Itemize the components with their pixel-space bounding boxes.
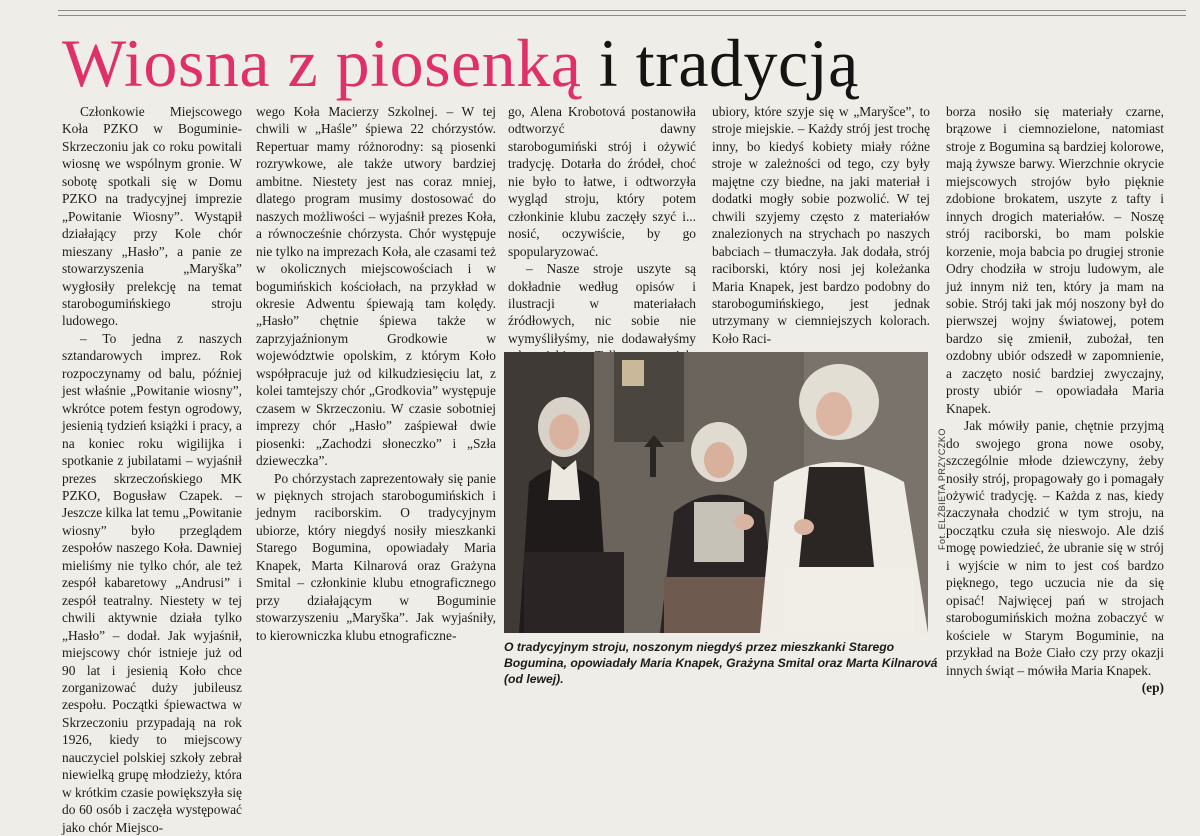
photo-illustration <box>504 352 928 633</box>
article-column-5 <box>946 103 1164 695</box>
paragraph: Po chórzystach zaprezentowały się panie w pięknych strojach starobogumińskich i jednym raciborskim. O tradycyjnym ubiorze, który niegdyś nosiły mieszkanki Starego Bogumina, opowiadały Maria Knapek, Marta Kilnarová oraz Grażyna Smital – członkinie klubu etnograficznego przy działającym w Boguminie stowarzyszeniu „Maryška”. Jak wyjaśniły, to kierowniczka klubu etnograficzne- <box>256 470 496 643</box>
photo-credit <box>930 352 947 633</box>
top-rule-2 <box>58 15 1186 16</box>
article-photo <box>504 352 928 633</box>
headline <box>62 24 1187 102</box>
paragraph-text: Jak mówiły panie, chętnie przyjmą do swojego grona nowe osoby, szczególnie młode dziewczyny, żeby nosiły strój, propagowały go i pomagały ożywić tradycję. – Każda z nas, kiedy zaczynała chodzić w tym stroju, na początku czuła się nieswojo. Ale dziś mogę powiedzieć, że ubranie się w strój i wyjście w nim to jest coś bardzo pięknego, tego uczucia nie da się opisać! Najwięcej pań w strojach starobogumińskich można zobaczyć w kościele w Starym Boguminie, na przykład na Boże Ciało czy przy okazji innych świąt – mówiła Maria Knapek. <box>946 418 1164 678</box>
article-column-4 <box>712 103 930 346</box>
photo-credit-text: Fot. ELŻBIETA PRZYCZKO <box>937 428 947 550</box>
paragraph: – Nasze stroje uszyte są dokładnie według opisów i ilustracji w materiałach źródłowych, nic sobie nie wymyśliłyśmy, nie dodawałyśmy <box>508 261 696 346</box>
author-signature: (ep) <box>1141 679 1164 695</box>
paragraph: – To jedna z naszych sztandarowych imprez. Rok rozpoczynamy od balu, później jest właśnie „Powitanie wiosny”, wkrótce potem festyn ogrodowy, jesienią tydzień książki i pracy, a na koniec roku wigilijka i spotkanie z jubilatami – wyjaśnił prezes skrzeczońskiego MK PZKO, Bogusław Czapek. – Jeszcze kilka lat temu „Powitanie wiosny” było przeglądem zespołów naszego Koła. Dawniej mieliśmy nie tylko chór, ale też zespół kabaretowy „Andrusi” i zespół teatralny. Niestety w tej chwili aktywnie działa tylko „Hasło” – dodał. Jak wyjaśnił, miejscowy chór istnieje już od 90 lat i jesienią Koło chce zorganizować duży jubileusz zespołu. Początki śpiewactwa w Skrzeczoniu przypadają na rok 1926, kiedy to miejscowy nauczyciel polskiej szkoły zebrał niewielką grupę młodzieży, która w krótkim czasie powiększyła się do 60 osób i zaczęła występować jako chór Miejsco- <box>62 330 242 835</box>
paragraph: borza nosiło się materiały czarne, brązowe i ciemnozielone, natomiast stroje z Bogumina są bardziej kolorowe, mają żywsze barwy. Wierzchnie okrycie miejscowych strojów było pięknie zdobione brokatem, uszyte z tafty i innych drogich materiałów. – Noszę strój raciborski, bo mam polskie korzenie, moja babcia po drugiej stronie Odry chodziła w stroju ludowym, ale już innym niż ten, który ja mam na sobie. Strój taki jak mój noszony był do pierwszej wojny światowej, potem bardzo się zmienił, zubożał, ten ozdobny ubiór odszedł w zapomnienie, a zaczęto nosić bardziej zwyczajny, prosty ubiór – opowiadała Maria Knapek. <box>946 104 1164 416</box>
photo-caption: O tradycyjnym stroju, noszonym niegdyś przez mieszkanki Starego Bogumina, opowiadały Maria Knapek, Grażyna Smital oraz Marta Kilnarová (od lewej). <box>504 640 938 686</box>
headline-black: i tradycją <box>598 25 859 101</box>
article-column-2 <box>256 103 496 678</box>
article-column-1 <box>62 103 242 835</box>
paragraph: Członkowie Miejscowego Koła PZKO w Boguminie-Skrzeczoniu jak co roku powitali wiosnę we wspólnym gronie. W sobotę spotkali się w Domu PZKO na tradycyjnej imprezie „Powitanie Wiosny”. Wystąpił działający przy Kole chór mieszany „Hasło”, a panie ze stowarzyszenia „Maryška” wygłosiły prelekcję na temat starobogumińskiego stroju ludowego. <box>62 104 242 329</box>
paragraph: go, Alena Krobotová postanowiła odtworzyć dawny starobogumiński strój i ożywić tradycję. Dotarła do źródeł, choć nie było to łatwe, i odtworzyła wygląd stroju, który potem członkinie klubu zaczęły szyć i... nosić, oczywiście, by go spopularyzować. <box>508 104 696 259</box>
headline-pink: Wiosna z piosenką <box>62 25 582 101</box>
paragraph <box>946 417 1164 695</box>
paragraph: ubiory, które szyje się w „Maryšce”, to stroje miejskie. – Każdy strój jest trochę inny, bo kiedyś kobiety miały różne stroje w zależności od tego, czy były majętne czy biedne, na jaki materiał i dodatki mogły sobie pozwolić. W tej chwili szyjemy często z materiałów znalezionych na strychach po naszych babciach – tłumaczyła. Jak dodała, strój raciborski, który nosi jej koleżanka Maria Knapek, jest bardzo podobny do starobogumińskiego, jest jednak utrzymany w ciemniejszych kolorach. Koło Raci- <box>712 104 930 346</box>
paragraph: wego Koła Macierzy Szkolnej. – W tej chwili w „Haśle” śpiewa 22 chórzystów. Repertuar mamy różnorodny: są piosenki rozrywkowe, ale także utwory bardziej ambitne. Niestety jest nas coraz mniej, dlatego program musimy dostosować do naszych możliwości – wyjaśnił prezes Koła, a równocześnie chórzysta. Chór występuje nie tylko na imprezach Koła, ale czasami też w okolicznych miejscowościach i w bogumińskich kościołach, na przykład w okresie Adwentu śpiewają tam kolędy. „Hasło” chętnie śpiewa także w zaprzyjaźnionym Grodkowie w województwie opolskim, z którym Koło współpracuje już od kilkudziesięciu lat, z kolei tamtejszy chór „Grodkovia” występuje czasem w Skrzeczoniu. W czasie sobotniej imprezy chór „Hasło” zaśpiewał dwie piosenki: „Zachodzi słoneczko” i „Szła dzieweczka”. <box>256 104 496 469</box>
top-rule <box>58 10 1186 11</box>
article-column-3 <box>508 103 696 346</box>
